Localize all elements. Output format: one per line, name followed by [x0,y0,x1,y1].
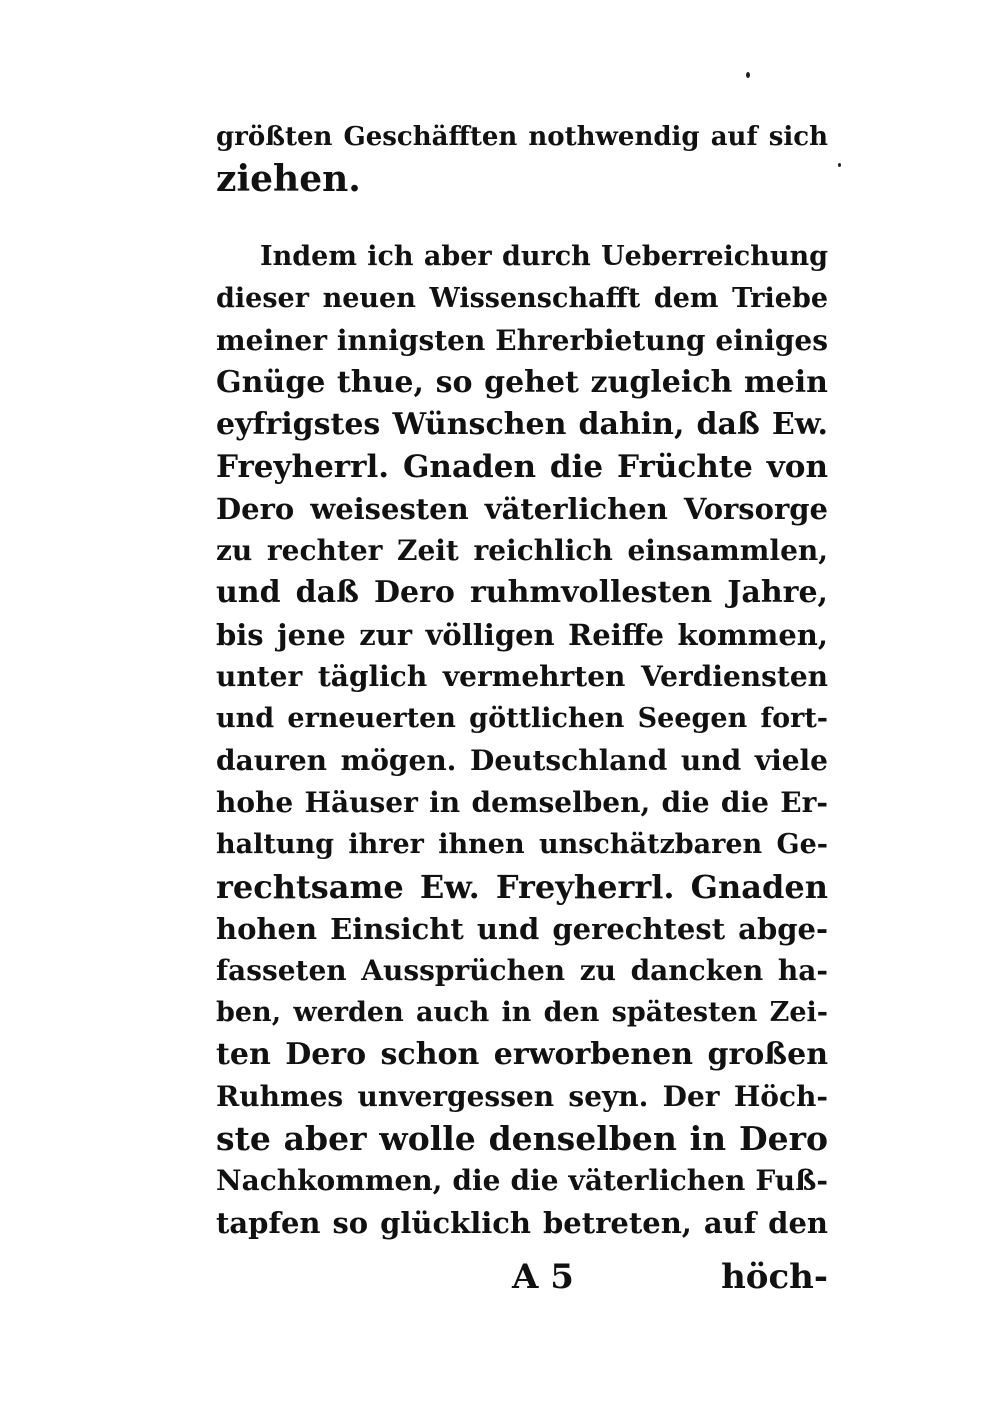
text-line: größten Geschäfften nothwendig auf sich [216,122,828,152]
text-line: tapfen so glücklich betreten, auf den [216,1206,828,1240]
text-line-first: Indem ich aber durch Ueberreichung [260,241,828,272]
text-line: meiner innigsten Ehrerbietung einiges [216,324,828,357]
text-line: unter täglich vermehrten Verdiensten [216,660,828,693]
text-line: Gnüge thue, so gehet zugleich mein [216,365,828,400]
signature-mark: A 5 [512,1257,574,1297]
page-footer [216,1256,828,1298]
text-line: hohe Häuser in demselben, die die Er- [216,786,828,819]
text-line: ben, werden auch in den spätesten Zei- [216,997,828,1028]
ink-speck [746,72,750,78]
text-line: ziehen. [216,158,361,200]
text-line: eyfrigstes Wünschen dahin, daß Ew. [216,407,828,442]
text-line: und daß Dero ruhmvollesten Jahre, [216,575,828,610]
text-line: Freyherrl. Gnaden die Früchte von [216,449,828,485]
text-line: Dero weisesten väterlichen Vorsorge [216,492,828,526]
text-line: bis jene zur völligen Reiffe kommen, [216,618,828,652]
text-line: Nachkommen, die die väterlichen Fuß- [216,1164,828,1197]
text-line: fasseten Aussprüchen zu dancken ha- [216,954,828,987]
text-line: ten Dero schon erworbenen großen [216,1037,828,1072]
text-line: dauren mögen. Deutschland und viele [216,744,828,777]
text-line: ste aber wolle denselben in Dero [216,1119,828,1158]
text-line: dieser neuen Wissenschafft dem Triebe [216,283,828,314]
text-line: hohen Einsicht und gerechtest abge- [216,912,828,946]
text-line: haltung ihrer ihnen unschätzbaren Ge- [216,829,828,860]
paragraph-continuation [216,116,828,200]
ink-speck [838,163,841,167]
text-line: rechtsame Ew. Freyherrl. Gnaden [216,868,828,906]
catchword: höch- [721,1257,828,1297]
text-line: und erneuerten göttlichen Seegen fort- [216,703,828,734]
paragraph-main [216,236,828,1244]
text-line: zu rechter Zeit reichlich einsammlen, [216,534,828,567]
text-line: Ruhmes unvergessen seyn. Der Höch- [216,1080,828,1113]
